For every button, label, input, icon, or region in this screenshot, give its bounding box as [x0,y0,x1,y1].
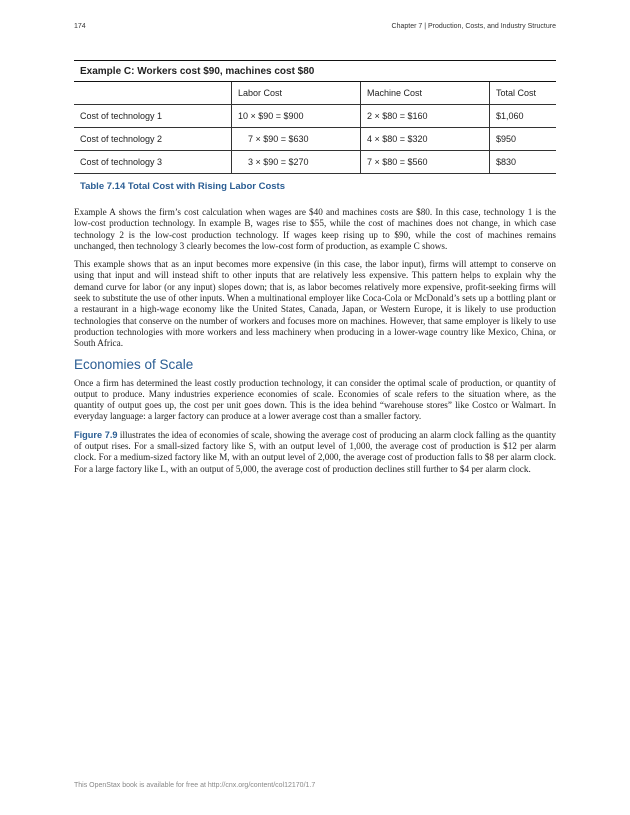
page-footer: This OpenStax book is available for free at http://cnx.org/content/col12170/1.7 [74,782,316,789]
table-cell: $1,060 [490,105,557,128]
body-text [74,207,556,482]
table-cell: Cost of technology 1 [74,105,232,128]
table-cell: Cost of technology 3 [74,151,232,174]
table-header-row [74,82,556,105]
chapter-title: Chapter 7 | Production, Costs, and Industry Structure [391,23,556,30]
table-row [74,105,556,128]
table-title-row [74,61,556,82]
table-cell: $950 [490,128,557,151]
paragraph-text: illustrates the idea of economies of scale, showing the average cost of producing an alarm clock falling as the quantity of output rises. For a small-sized factory like S, with an output level of 1,000, the average cost of production is $12 per alarm clock. For a medium-sized factory like M, with an output level of 2,000, the average cost of production falls to $8 per alarm clock. For a large factory like L, with an output of 5,000, the average cost of production declines still further to $4 per alarm clock. [74,429,556,474]
cost-table-section [74,60,556,192]
section-heading: Economies of Scale [74,356,194,372]
table-cell: $830 [490,151,557,174]
table-header-cell [74,82,232,105]
table-cell: 3 × $90 = $270 [232,151,361,174]
paragraph: Example A shows the firm’s cost calculation when wages are $40 and machines costs are $80. In this case, technology 1 is the low-cost production technology. In example B, wages rise to $55, while the cost of machines does not change, in which case technology 2 is the low-cost production technology. If wages keep rising up to $90, while the cost of machines remains unchanged, then technology 3 clearly becomes the low-cost form of production, as example C shows. [74,207,556,251]
cost-table [74,60,556,174]
figure-link[interactable]: Figure 7.9 [74,429,118,440]
table-cell: 4 × $80 = $320 [361,128,490,151]
table-title: Example C: Workers cost $90, machines cost $80 [74,61,556,82]
table-cell: 2 × $80 = $160 [361,105,490,128]
table-cell: 7 × $90 = $630 [232,128,361,151]
table-cell: 7 × $80 = $560 [361,151,490,174]
table-header-cell: Total Cost [490,82,557,105]
paragraph: Once a firm has determined the least costly production technology, it can consider the optimal scale of production, or quantity of output to produce. Many industries experience economies of scale. Economies of scale refers to the situation where, as the quantity of output goes up, the cost per unit goes down. This is the idea behind “warehouse stores” like Costco or Walmart. In everyday language: a larger factory can produce at a lower average cost than a smaller factory. [74,377,556,422]
table-caption: Table 7.14 Total Cost with Rising Labor Costs [80,181,285,192]
table-row [74,128,556,151]
table-header-cell: Labor Cost [232,82,361,105]
table-header-cell: Machine Cost [361,82,490,105]
page-number: 174 [74,23,86,30]
table-row [74,151,556,174]
table-cell: 10 × $90 = $900 [232,105,361,128]
table-cell: Cost of technology 2 [74,128,232,151]
paragraph: This example shows that as an input becomes more expensive (in this case, the labor input), firms will attempt to conserve on using that input and will instead shift to other inputs that are relatively less expensive. This pattern helps to explain why the demand curve for labor (or any input) slopes down; that is, as labor becomes relatively more expensive, profit-seeking firms will seek to substitute the use of other inputs. When a multinational employer like Coca-Cola or McDonald’s sets up a bottling plant or a restaurant in a high-wage economy like the United States, Canada, Japan, or Western Europe, it is likely to use production technologies that conserve on the number of workers and focuses more on machines. However, that same employer is likely to use production technologies with more workers and less machinery when producing in a lower-wage country like Mexico, China, or South Africa. [74,259,556,349]
paragraph [74,430,556,475]
page-header [74,23,556,37]
